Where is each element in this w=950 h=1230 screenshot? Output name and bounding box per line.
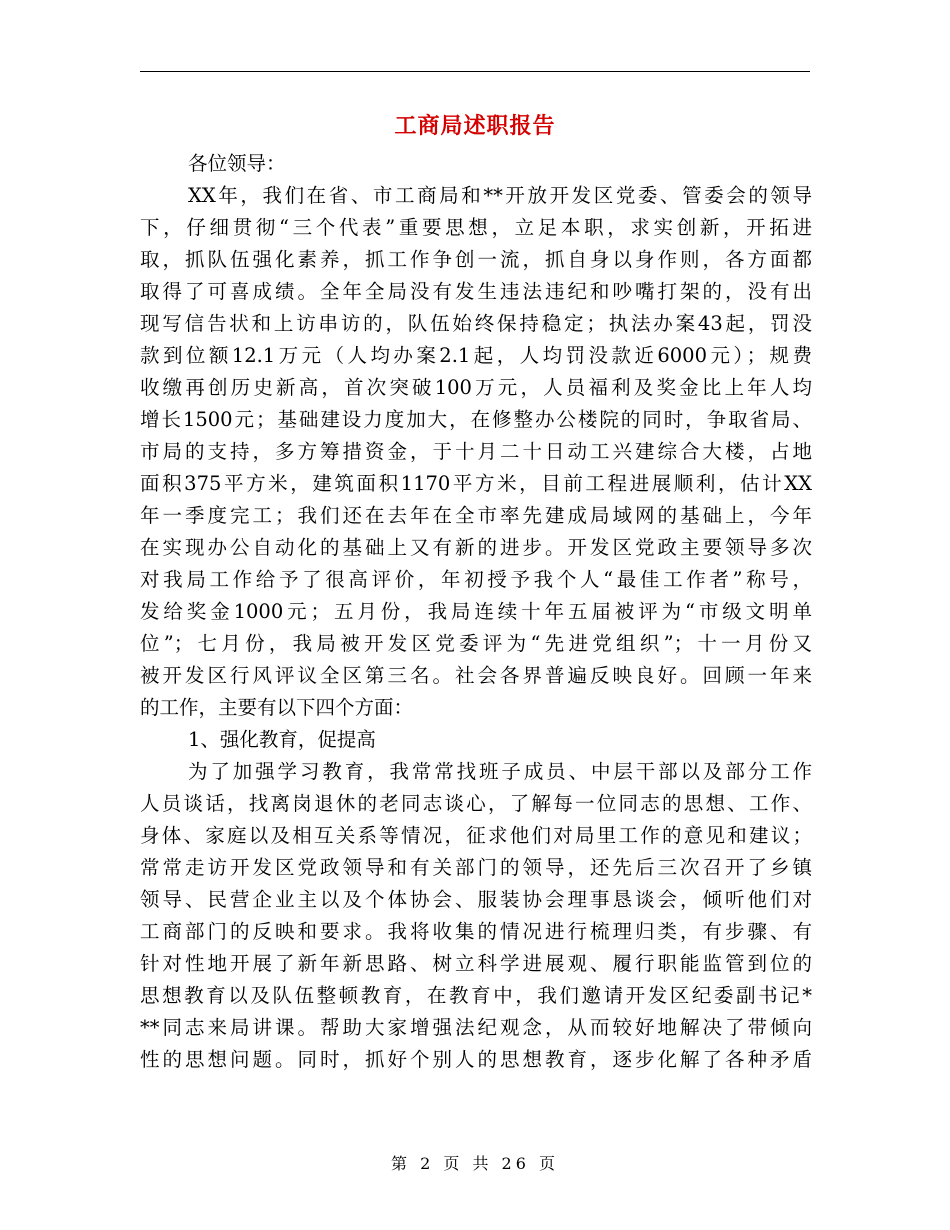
text-line: 市局的支持，多方筹措资金，于十月二十日动工兴建综合大楼，占地 (140, 440, 812, 463)
text-line: 取，抓队伍强化素养，抓工作争创一流，抓自身以身作则，各方面都 (140, 248, 812, 271)
text-line: 人员谈话，找离岗退休的老同志谈心，了解每一位同志的思想、工作、 (140, 792, 812, 815)
page-number: 第 2 页 共 26 页 (391, 1154, 559, 1173)
text-line: 发给奖金1000元；五月份，我局连续十年五届被评为“市级文明单 (140, 600, 812, 623)
text-line: 位”；七月份，我局被开发区党委评为“先进党组织”；十一月份又 (140, 632, 812, 655)
text-line: 的工作，主要有以下四个方面： (140, 696, 414, 719)
text-line: 性的思想问题。同时，抓好个别人的思想教育，逐步化解了各种矛盾 (140, 1048, 812, 1071)
text-line: 常常走访开发区党政领导和有关部门的领导，还先后三次召开了乡镇 (140, 856, 812, 879)
text-line: **同志来局讲课。帮助大家增强法纪观念，从而较好地解决了带倾向 (140, 1016, 812, 1039)
text-line: 收缴再创历史新高，首次突破100万元，人员福利及奖金比上年人均 (140, 376, 812, 399)
text-line: 面积375平方米，建筑面积1170平方米，目前工程进展顺利，估计XX (140, 472, 812, 495)
text-line: 下，仔细贯彻“三个代表”重要思想，立足本职，求实创新，开拓进 (140, 216, 812, 239)
text-line: XX年，我们在省、市工商局和**开放开发区党委、管委会的领导 (188, 184, 812, 207)
salutation-line: 各位领导： (188, 152, 286, 175)
text-line: 款到位额12.1万元（人均办案2.1起，人均罚没款近6000元）；规费 (140, 344, 812, 367)
text-line: 为了加强学习教育，我常常找班子成员、中层干部以及部分工作 (188, 760, 812, 783)
text-line: 在实现办公自动化的基础上又有新的进步。开发区党政主要领导多次 (140, 536, 812, 559)
text-line: 对我局工作给予了很高评价，年初授予我个人“最佳工作者”称号， (140, 568, 812, 591)
document-title: 工商局述职报告 (394, 113, 556, 139)
text-line: 现写信告状和上访串访的，队伍始终保持稳定；执法办案43起，罚没 (140, 312, 812, 335)
text-line: 针对性地开展了新年新思路、树立科学进展观、履行职能监管到位的 (140, 952, 812, 975)
text-line: 取得了可喜成绩。全年全局没有发生违法违纪和吵嘴打架的，没有出 (140, 280, 812, 303)
text-line: 年一季度完工；我们还在去年在全市率先建成局域网的基础上，今年 (140, 504, 812, 527)
document-body (140, 148, 812, 1076)
text-line: 被开发区行风评议全区第三名。社会各界普遍反映良好。回顾一年来 (140, 664, 812, 687)
text-line: 工商部门的反映和要求。我将收集的情况进行梳理归类，有步骤、有 (140, 920, 812, 943)
section-heading: 1、强化教育，促提高 (188, 728, 376, 751)
text-line: 领导、民营企业主以及个体协会、服装协会理事恳谈会，倾听他们对 (140, 888, 812, 911)
text-line: 思想教育以及队伍整顿教育，在教育中，我们邀请开发区纪委副书记* (140, 984, 812, 1007)
text-line: 增长1500元；基础建设力度加大，在修整办公楼院的同时，争取省局、 (140, 408, 812, 431)
text-line: 身体、家庭以及相互关系等情况，征求他们对局里工作的意见和建议； (140, 824, 812, 847)
header-rule (140, 71, 810, 72)
